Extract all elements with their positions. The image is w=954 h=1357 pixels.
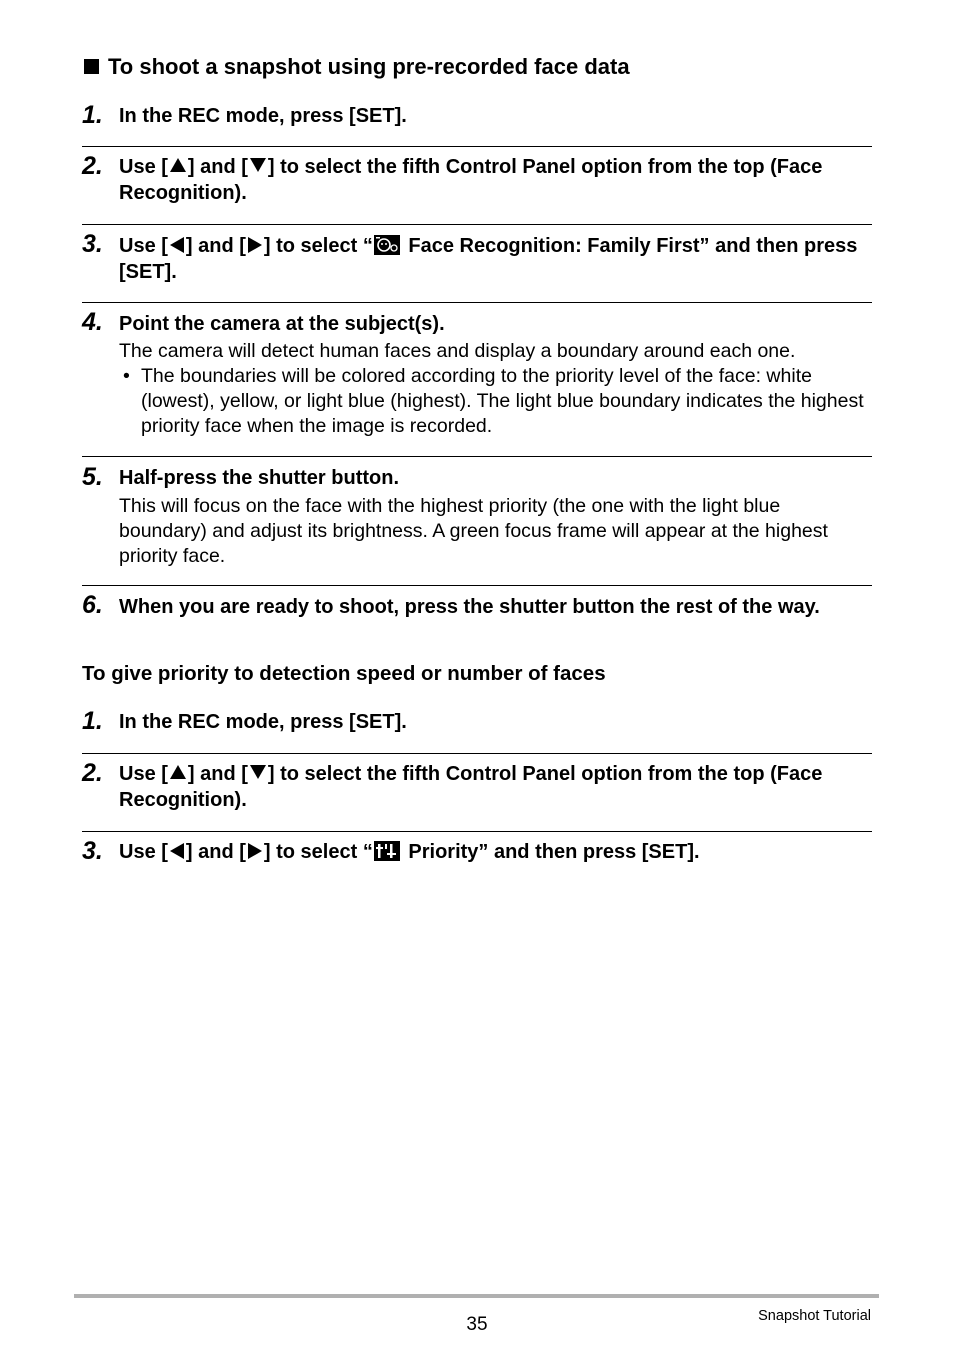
right-arrow-icon <box>248 843 262 859</box>
step-a4: 4. Point the camera at the subject(s). The camera will detect human faces and display a boundary around each one. • The boundaries will be colored according to the priority level of the face: white (lowest), yellow, or light blue (highest). The light blue boundary indicates the highest priority face when the image is recorded. <box>82 302 872 303</box>
step-a6 <box>82 585 872 619</box>
left-arrow-icon <box>170 237 184 253</box>
step-description: The camera will detect human faces and display a boundary around each one. <box>119 340 796 362</box>
step-number: 1. <box>82 707 103 735</box>
step-number: 3. <box>82 837 103 865</box>
step-text: Use [ ] and [ ] to select the fifth Control Panel option from the top (Face Recognition). <box>119 156 823 204</box>
step-a5 <box>82 456 872 567</box>
step-number: 3. <box>82 230 103 258</box>
step-a3 <box>82 224 872 283</box>
square-bullet-icon <box>84 59 99 74</box>
left-arrow-icon <box>170 843 184 859</box>
step-text: Use [ ] and [ ] to select the fifth Control Panel option from the top (Face Recognition). <box>119 763 823 811</box>
sub-title: To give priority to detection speed or number of faces <box>82 662 606 685</box>
step-a2 <box>82 146 872 204</box>
right-arrow-icon <box>248 237 262 253</box>
step-text: Half-press the shutter button. <box>119 467 400 489</box>
up-arrow-icon <box>170 765 186 779</box>
step-number: 5. <box>82 463 103 491</box>
page-number: 35 <box>466 1314 488 1335</box>
step-text: When you are ready to shoot, press the shutter button the rest of the way. <box>119 596 820 618</box>
step-text: In the REC mode, press [SET]. <box>119 711 407 733</box>
footer-rule <box>74 1294 879 1298</box>
step-text: Use [ ] and [ ] to select “ Priority” and then press [SET]. <box>119 841 700 863</box>
step-number: 4. <box>82 308 103 336</box>
step-text: Point the camera at the subject(s). <box>119 313 445 335</box>
down-arrow-icon <box>250 765 266 779</box>
down-arrow-icon <box>250 158 266 172</box>
up-arrow-icon <box>170 158 186 172</box>
section-title: To shoot a snapshot using pre-recorded face data <box>84 52 630 82</box>
priority-icon <box>374 841 400 861</box>
step-text: Use [ ] and [ ] to select “ Face Recognition: Family First” and then press [SET]. <box>119 235 858 283</box>
step-description: This will focus on the face with the highest priority (the one with the light blue boundary) and adjust its brightness. A green focus frame will appear at the highest priority face. <box>119 495 828 567</box>
step-number: 1. <box>82 101 103 129</box>
step-b3 <box>82 831 872 865</box>
step-number: 6. <box>82 591 103 619</box>
footer-section-title: Snapshot Tutorial <box>758 1308 871 1324</box>
face-recognition-family-first-icon <box>374 235 400 255</box>
step-number: 2. <box>82 759 103 787</box>
step-b2 <box>82 753 872 811</box>
step-number: 2. <box>82 152 103 180</box>
step-text: In the REC mode, press [SET]. <box>119 105 407 127</box>
